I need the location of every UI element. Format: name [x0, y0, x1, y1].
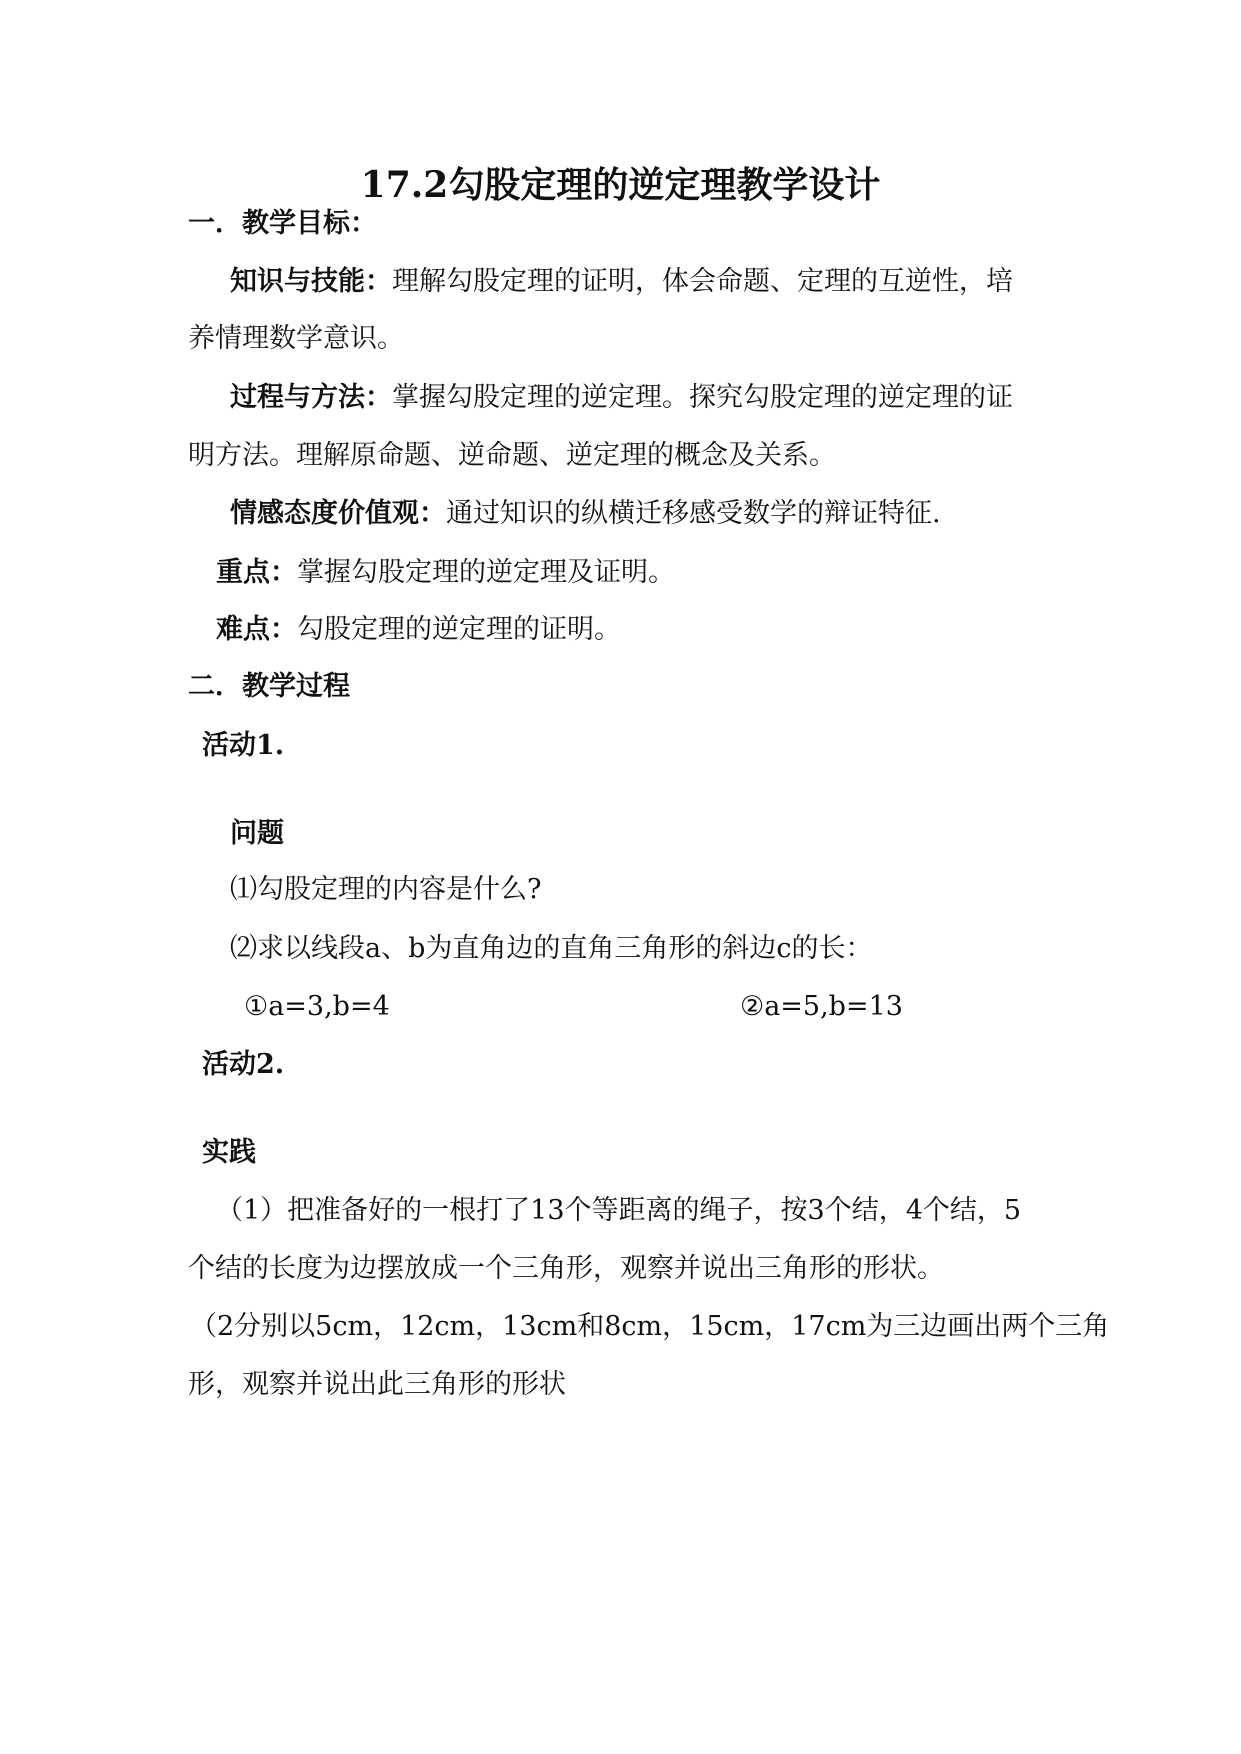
key-point-text: 掌握勾股定理的逆定理及证明。: [297, 557, 675, 588]
activity2-subheading: 实践: [202, 1137, 256, 1168]
difficulty-text: 勾股定理的逆定理的证明。: [297, 614, 621, 645]
activity2-label: 活动2.: [202, 1049, 285, 1080]
practice-2-line1: （2分别以5cm，12cm，13cm和8cm，15cm，17cm为三边画出两个三角: [190, 1311, 1110, 1342]
knowledge-text-line1: 理解勾股定理的证明，体会命题、定理的互逆性，培: [392, 266, 1013, 297]
activity1-subheading: 问题: [230, 818, 284, 849]
activity1-label: 活动1.: [202, 730, 285, 761]
process-text-line2: 明方法。理解原命题、逆命题、逆定理的概念及关系。: [188, 440, 836, 471]
question-1: ⑴勾股定理的内容是什么?: [230, 874, 542, 905]
attitude-paragraph: [230, 496, 941, 532]
section2-heading: 二．教学过程: [188, 671, 350, 702]
process-text-line1: 掌握勾股定理的逆定理。探究勾股定理的逆定理的证: [392, 382, 1013, 413]
key-point-label: 重点：: [216, 557, 297, 588]
practice-1-line2: 个结的长度为边摆放成一个三角形，观察并说出三角形的形状。: [188, 1253, 944, 1284]
knowledge-label: 知识与技能：: [230, 266, 392, 297]
attitude-label: 情感态度价值观：: [230, 498, 446, 529]
practice-1-line1: （1）把准备好的一根打了13个等距离的绳子，按3个结，4个结，5: [216, 1195, 1022, 1226]
key-point-paragraph: [216, 555, 675, 591]
practice-2-line2: 形，观察并说出此三角形的形状: [188, 1369, 566, 1400]
difficulty-paragraph: [216, 612, 621, 648]
case-1: ①a=3,b=4: [244, 991, 390, 1022]
document-title: 17.2勾股定理的逆定理教学设计: [360, 164, 881, 206]
question-2-cases: [244, 989, 903, 1025]
question-2: ⑵求以线段a、b为直角边的直角三角形的斜边c的长：: [230, 933, 873, 964]
attitude-text: 通过知识的纵横迁移感受数学的辩证特征.: [446, 498, 941, 529]
difficulty-label: 难点：: [216, 614, 297, 645]
knowledge-paragraph: [230, 264, 1013, 300]
process-label: 过程与方法：: [230, 382, 392, 413]
case-2: ②a=5,b=13: [740, 991, 903, 1022]
section1-heading: 一．教学目标：: [188, 208, 377, 239]
knowledge-text-line2: 养情理数学意识。: [188, 323, 404, 354]
process-paragraph: [230, 380, 1013, 416]
